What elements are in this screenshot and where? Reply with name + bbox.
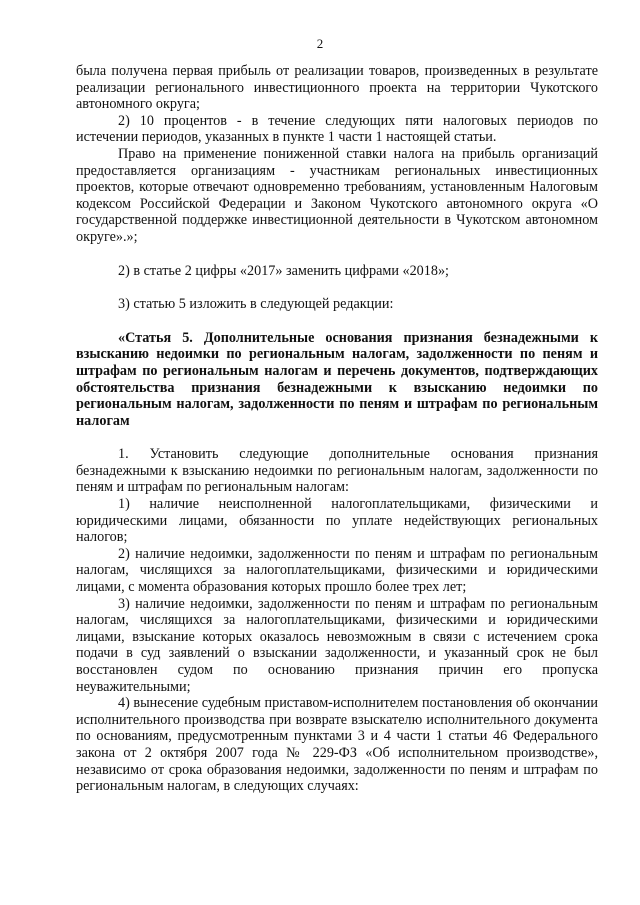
- article-5-heading: «Статья 5. Дополнительные основания признания безнадежными к взысканию недоимки по региональным налогам, задолженности по пеням и штрафам по региональным налогам и перечень документов, подтверждающих обстоятельства признания безнадежными к взысканию недоимки по региональным налогам, задолженности по пеням и штрафам по региональным налогам: [76, 329, 598, 429]
- paragraph-reduced-rate-right: Право на применение пониженной ставки налога на прибыль организаций предоставляется организациям - участникам региональных инвестиционных проектов, которые отвечают одновременно требованиям, установленным Налоговым кодексом Российской Федерации и Законом Чукотского автономного округа «О государственной поддержке инвестиционной деятельности в Чукотском автономном округе».»;: [76, 145, 598, 245]
- paragraph-amend-article-2: 2) в статье 2 цифры «2017» заменить цифрами «2018»;: [118, 262, 449, 279]
- paragraph-item-2: 2) наличие недоимки, задолженности по пеням и штрафам по региональным налогам, числящихся за налогоплательщиками, физическими и юридическими лицами, с момента образования которых прошло более трех лет;: [76, 545, 598, 596]
- paragraph-item-4: 4) вынесение судебным приставом-исполнителем постановления об окончании исполнительного производства при возврате взыскателю исполнительного документа по основаниям, предусмотренным пунктами 3 и 4 части 1 статьи 46 Федерального закона от 2 октября 2007 года № 229-ФЗ «Об исполнительном производстве», независимо от срока образования недоимки, задолженности по пеням и штрафам по региональным налогам, в следующих случаях:: [76, 695, 598, 795]
- paragraph-continuation: была получена первая прибыль от реализации товаров, произведенных в результате реализации регионального инвестиционного проекта на территории Чукотского автономного округа;: [76, 63, 598, 113]
- paragraph-item-1: 1) наличие неисполненной налогоплательщиками, физическими и юридическими лицами, обязанности по уплате недействующих региональных налогов;: [76, 496, 598, 546]
- paragraph-rate-10-percent: 2) 10 процентов - в течение следующих пяти налоговых периодов по истечении периодов, указанных в пункте 1 части 1 настоящей статьи.: [76, 112, 598, 146]
- document-body: [76, 63, 598, 795]
- paragraph-item-3: 3) наличие недоимки, задолженности по пеням и штрафам по региональным налогам, числящихся за налогоплательщиками, физическими и юридическими лицами, взыскание которых оказалось невозможным в связи с истечением срока подачи в суд заявлений о взыскании задолженности, и указанный срок не был восстановлен судом по основанию признания причин его пропуска неуважительными;: [76, 595, 598, 695]
- page-number: 2: [316, 36, 324, 51]
- paragraph-amend-article-5: 3) статью 5 изложить в следующей редакции:: [118, 296, 394, 313]
- paragraph-clause-1: 1. Установить следующие дополнительные основания признания безнадежными к взысканию недоимки по региональным налогам, задолженности по пеням и штрафам по региональным налогам:: [76, 446, 598, 496]
